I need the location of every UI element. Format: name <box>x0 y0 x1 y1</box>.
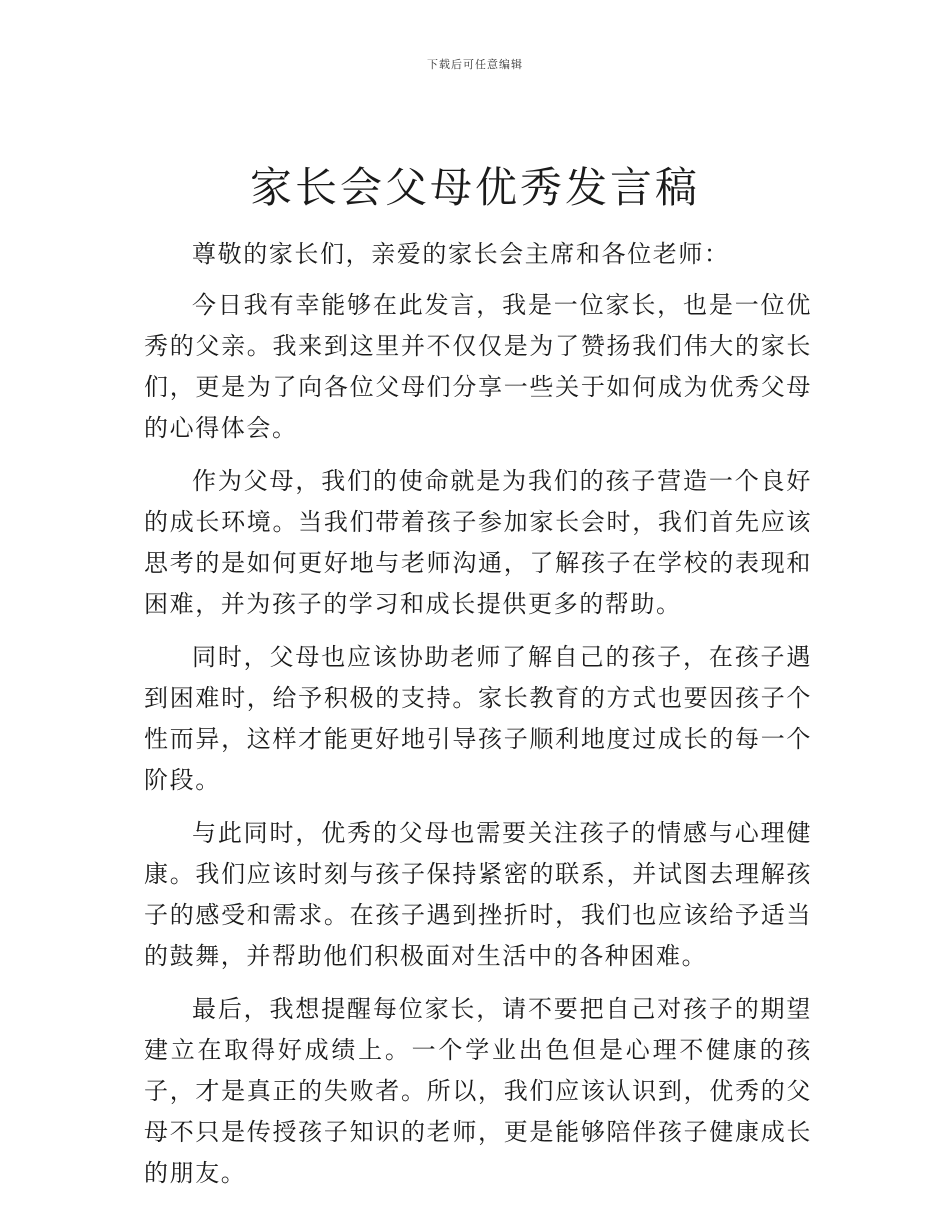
header-note: 下载后可任意编辑 <box>427 58 523 71</box>
paragraph: 今日我有幸能够在此发言，我是一位家长，也是一位优秀的父亲。我来到这里并不仅仅是为了赞扬我们伟大的家长们，更是为了向各位父母们分享一些关于如何成为优秀父母的心得体会。 <box>144 291 812 442</box>
paragraph: 同时，父母也应该协助老师了解自己的孩子，在孩子遇到困难时，给予积极的支持。家长教育的方式也要因孩子个性而异，这样才能更好地引导孩子顺利地度过成长的每一个阶段。 <box>144 643 812 794</box>
paragraph: 作为父母，我们的使命就是为我们的孩子营造一个良好的成长环境。当我们带着孩子参加家长会时，我们首先应该思考的是如何更好地与老师沟通，了解孩子在学校的表现和困难，并为孩子的学习和成长提供更多的帮助。 <box>144 467 812 618</box>
document-body <box>144 234 812 1206</box>
document-title: 家长会父母优秀发言稿 <box>249 163 700 212</box>
paragraph: 最后，我想提醒每位家长，请不要把自己对孩子的期望建立在取得好成绩上。一个学业出色但是心理不健康的孩子，才是真正的失败者。所以，我们应该认识到，优秀的父母不只是传授孩子知识的老师，更是能够陪伴孩子健康成长的朋友。 <box>144 995 812 1187</box>
paragraph: 与此同时，优秀的父母也需要关注孩子的情感与心理健康。我们应该时刻与孩子保持紧密的联系，并试图去理解孩子的感受和需求。在孩子遇到挫折时，我们也应该给予适当的鼓舞，并帮助他们积极面对生活中的各种困难。 <box>144 819 812 970</box>
salutation: 尊敬的家长们，亲爱的家长会主席和各位老师： <box>192 240 730 268</box>
